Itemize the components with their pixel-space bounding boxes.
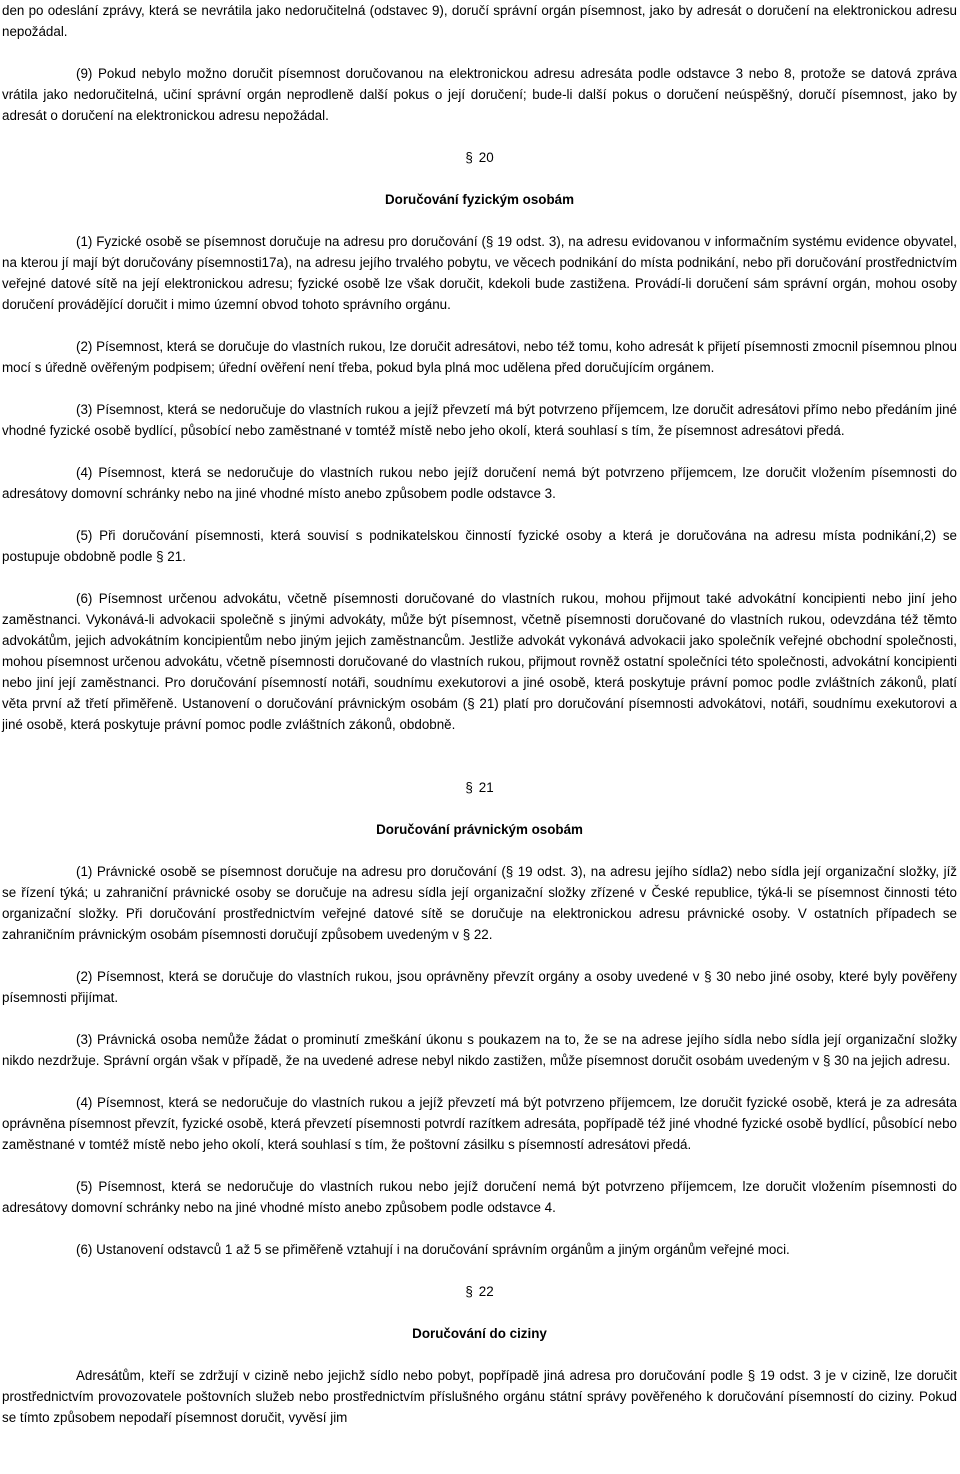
section-number-value: 22 [478,1284,494,1299]
section-symbol: § [465,1284,473,1299]
s21-paragraph-1: (1) Právnické osobě se písemnost doručuje na adresu pro doručování (§ 19 odst. 3), na adresu jejího sídla2) nebo sídla její organizační složky, jíž se řízení týká; u zahraniční právnické osoby se doručuje na adresu sídla její organizační složky zřízené v České republice, týká-li se písemnost činnosti této organizační složky. Při doručování prostřednictvím veřejné datové sítě se doručuje na elektronickou adresu právnické osoby. V ostatních případech se zahraničním právnickým osobám písemnosti doručují způsobem uvedeným v § 22. [2,864,957,942]
section-number-value: 21 [478,780,494,795]
section-symbol: § [465,780,473,795]
s20-paragraph-6: (6) Písemnost určenou advokátu, včetně písemnosti doručované do vlastních rukou, mohou přijmout také advokátní koncipienti nebo jiní jeho zaměstnanci. Vykonává-li advokacii společně s jinými advokáty, může být písemnost, včetně písemnosti doručované do vlastních rukou, odevzdána též těmto advokátům, jejich advokátním koncipientům nebo jiným jejich zaměstnancům. Jestliže advokát vykonává advokacii jako společník veřejné obchodní společnosti, mohou písemnost určenou advokátu, včetně písemnosti doručované do vlastních rukou, přijmout rovněž ostatní společníci této společnosti, advokátní koncipienti nebo jiní její zaměstnanci. Pro doručování písemností notáři, soudnímu exekutorovi a jiné osobě, která poskytuje právní pomoc podle zvláštních zákonů, platí věta první až třetí přiměřeně. Ustanovení o doručování právnickým osobám (§ 21) platí pro doručování písemnosti advokátovi, notáři, soudnímu exekutorovi a jiné osobě, která poskytuje právní pomoc podle zvláštních zákonů, obdobně. [2,591,957,732]
section-number-value: 20 [478,150,494,165]
s22-paragraph-1: Adresátům, kteří se zdržují v cizině nebo jejichž sídlo nebo pobyt, popřípadě jiná adresa pro doručování podle § 19 odst. 3 je v cizině, lze doručit prostřednictvím provozovatele poštovních služeb nebo prostřednictvím příslušného orgánu státní správy pověřeného k doručování písemností do ciziny. Pokud se tímto způsobem nepodaří písemnost doručit, vyvěsí jim [2,1368,957,1425]
s20-paragraph-4: (4) Písemnost, která se nedoručuje do vlastních rukou nebo jejíž doručení nemá být potvrzeno příjemcem, lze doručit vložením písemnosti do adresátovy domovní schránky nebo na jiné vhodné místo anebo způsobem podle odstavce 3. [2,465,957,501]
s20-paragraph-5: (5) Při doručování písemnosti, která souvisí s podnikatelskou činností fyzické osoby a která je doručována na adresu místa podnikání,2) se postupuje obdobně podle § 21. [2,528,957,564]
section-title: Doručování právnickým osobám [376,822,583,837]
section-title: Doručování fyzickým osobám [384,192,574,207]
section-number [2,147,957,168]
s21-paragraph-5: (5) Písemnost, která se nedoručuje do vlastních rukou nebo jejíž doručení nemá být potvrzeno příjemcem, lze doručit vložením písemnosti do adresátovy domovní schránky nebo na jiné vhodné místo anebo způsobem podle odstavce 4. [2,1179,957,1215]
s21-paragraph-3: (3) Právnická osoba nemůže žádat o prominutí zmeškání úkonu s poukazem na to, že se na adrese jejího sídla nebo sídla její organizační složky nikdo nezdržuje. Správní orgán však v případě, že na uvedené adrese nebyl nikdo zastižen, může písemnost doručit osobám uvedeným v § 30 na jejich adresu. [2,1032,957,1068]
section-number [2,777,957,798]
s20-paragraph-3: (3) Písemnost, která se nedoručuje do vlastních rukou a jejíž převzetí má být potvrzeno příjemcem, lze doručit adresátovi přímo nebo předáním jiné vhodné fyzické osobě bydlící, působící nebo zaměstnané v tomtéž místě nebo jeho okolí, která souhlasí s tím, že písemnost adresátovi předá. [2,402,957,438]
section-21-heading [2,777,957,840]
section-22-heading [2,1281,957,1344]
s21-paragraph-2: (2) Písemnost, která se doručuje do vlastních rukou, jsou oprávněny převzít orgány a osoby uvedené v § 30 nebo jiné osoby, které byly pověřeny písemnosti přijímat. [2,969,957,1005]
s21-paragraph-6: (6) Ustanovení odstavců 1 až 5 se přiměřeně vztahují i na doručování správním orgánům a jiným orgánům veřejné moci. [76,1242,790,1257]
section-20-heading [2,147,957,210]
section-symbol: § [465,150,473,165]
s20-paragraph-2: (2) Písemnost, která se doručuje do vlastních rukou, lze doručit adresátovi, nebo též tomu, koho adresát k přijetí písemnosti zmocnil písemnou plnou mocí s úředně ověřeným podpisem; úřední ověření není třeba, pokud byla plná moc udělena před doručujícím orgánem. [2,339,957,375]
s20-paragraph-1: (1) Fyzické osobě se písemnost doručuje na adresu pro doručování (§ 19 odst. 3), na adresu evidovanou v informačním systému evidence obyvatel, na kterou jí mají být doručovány písemnosti17a), na adresu jejího trvalého pobytu, ve věcech podnikání do místa podnikání, nebo při doručování prostřednictvím veřejné datové sítě na její elektronickou adresu; fyzické osobě lze však doručit, kdekoli bude zastižena. Provádí-li doručení sám správní orgán, mohou osoby doručení provádějící doručit i mimo územní obvod tohoto správního orgánu. [2,234,957,312]
s21-paragraph-4: (4) Písemnost, která se nedoručuje do vlastních rukou a jejíž převzetí má být potvrzeno příjemcem, lze doručit fyzické osobě, která je za adresáta oprávněna písemnost převzít, fyzické osobě, která převzetí písemnosti potvrdí razítkem adresáta, popřípadě též jiné vhodné fyzické osobě bydlící, působící nebo zaměstnané v tomtéž místě nebo jeho okolí, která souhlasí s tím, že poštovní zásilku s písemností adresátovi předá. [2,1095,957,1152]
paragraph-9: (9) Pokud nebylo možno doručit písemnost doručovanou na elektronickou adresu adresáta podle odstavce 3 nebo 8, protože se datová zpráva vrátila jako nedoručitelná, učiní správní orgán neprodleně další pokus o její doručení; bude-li další pokus o doručení neúspěšný, doručí písemnost, jako by adresát o doručení na elektronickou adresu nepožádal. [2,66,957,123]
section-title: Doručování do ciziny [412,1326,547,1341]
intro-paragraph: den po odeslání zprávy, která se nevrátila jako nedoručitelná (odstavec 9), doručí správní orgán písemnost, jako by adresát o doručení na elektronickou adresu nepožádal. [2,3,957,39]
section-number [2,1281,957,1302]
